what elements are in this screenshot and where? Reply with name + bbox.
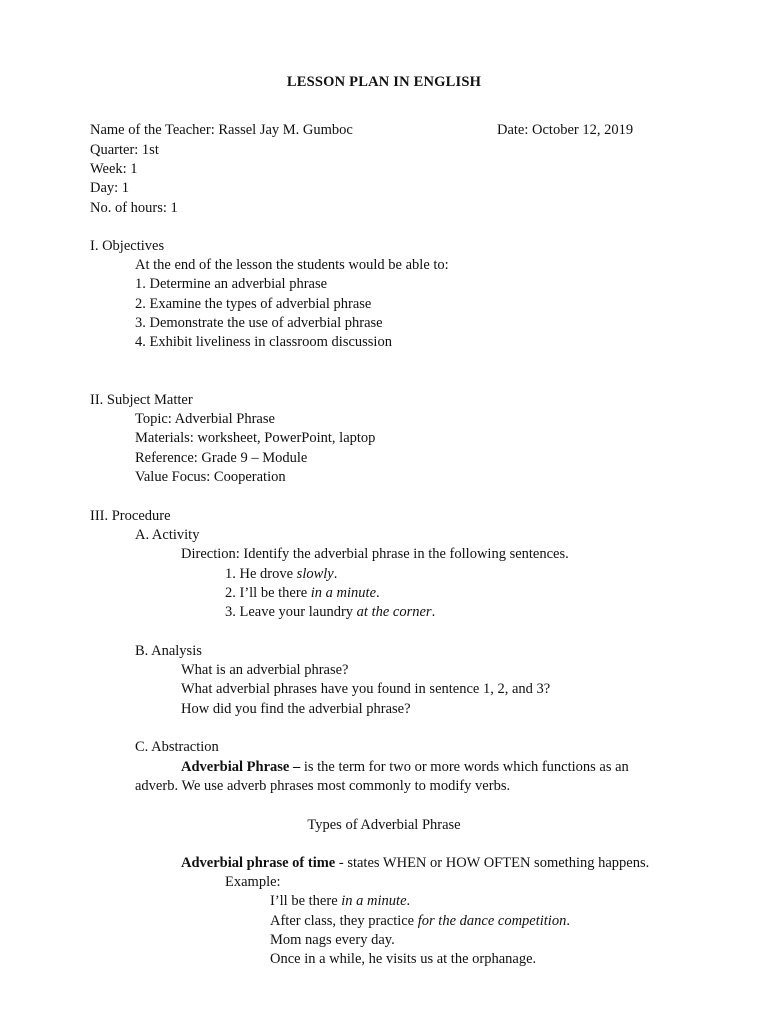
analysis-question: How did you find the adverbial phrase? [181,701,411,717]
activity-heading: A. Activity [135,527,200,543]
activity-direction: Direction: Identify the adverbial phrase in the following sentences. [181,546,569,562]
example-sentence: I’ll be there in a minute. [270,893,411,909]
definition-line: Adverbial Phrase – is the term for two or more words which functions as an [181,759,629,775]
subject-matter-heading: II. Subject Matter [90,392,193,408]
quarter: Quarter: 1st [90,142,159,158]
activity-sentence: 1. He drove slowly. [225,566,338,582]
types-title: Types of Adverbial Phrase [307,817,461,833]
hours: No. of hours: 1 [90,200,178,216]
example-sentence: After class, they practice for the dance competition. [270,913,570,929]
objective-item: 1. Determine an adverbial phrase [135,276,328,292]
value-focus: Value Focus: Cooperation [135,469,286,485]
objective-item: 4. Exhibit liveliness in classroom discussion [135,334,392,350]
materials: Materials: worksheet, PowerPoint, laptop [135,430,376,446]
reference: Reference: Grade 9 – Module [135,450,308,466]
analysis-heading: B. Analysis [135,643,202,659]
topic: Topic: Adverbial Phrase [135,411,275,427]
definition-continuation: adverb. We use adverb phrases most commonly to modify verbs. [135,778,511,794]
analysis-question: What is an adverbial phrase? [181,662,349,678]
example-sentence: Mom nags every day. [270,932,395,948]
activity-sentence: 2. I’ll be there in a minute. [225,585,380,601]
time-phrase-definition: Adverbial phrase of time - states WHEN or HOW OFTEN something happens. [181,855,650,871]
abstraction-heading: C. Abstraction [135,739,219,755]
example-sentence: Once in a while, he visits us at the orphanage. [270,951,537,967]
objective-item: 2. Examine the types of adverbial phrase [135,296,372,312]
activity-sentence: 3. Leave your laundry at the corner. [225,604,436,620]
objectives-heading: I. Objectives [90,238,165,254]
lesson-date: Date: October 12, 2019 [497,122,634,138]
day: Day: 1 [90,180,130,196]
objective-item: 3. Demonstrate the use of adverbial phrase [135,315,383,331]
procedure-heading: III. Procedure [90,508,171,524]
analysis-question: What adverbial phrases have you found in sentence 1, 2, and 3? [181,681,551,697]
objectives-intro: At the end of the lesson the students would be able to: [135,257,449,273]
document-title: LESSON PLAN IN ENGLISH [286,74,482,90]
week: Week: 1 [90,161,138,177]
example-label: Example: [225,874,281,890]
teacher-name: Name of the Teacher: Rassel Jay M. Gumboc [90,122,353,138]
